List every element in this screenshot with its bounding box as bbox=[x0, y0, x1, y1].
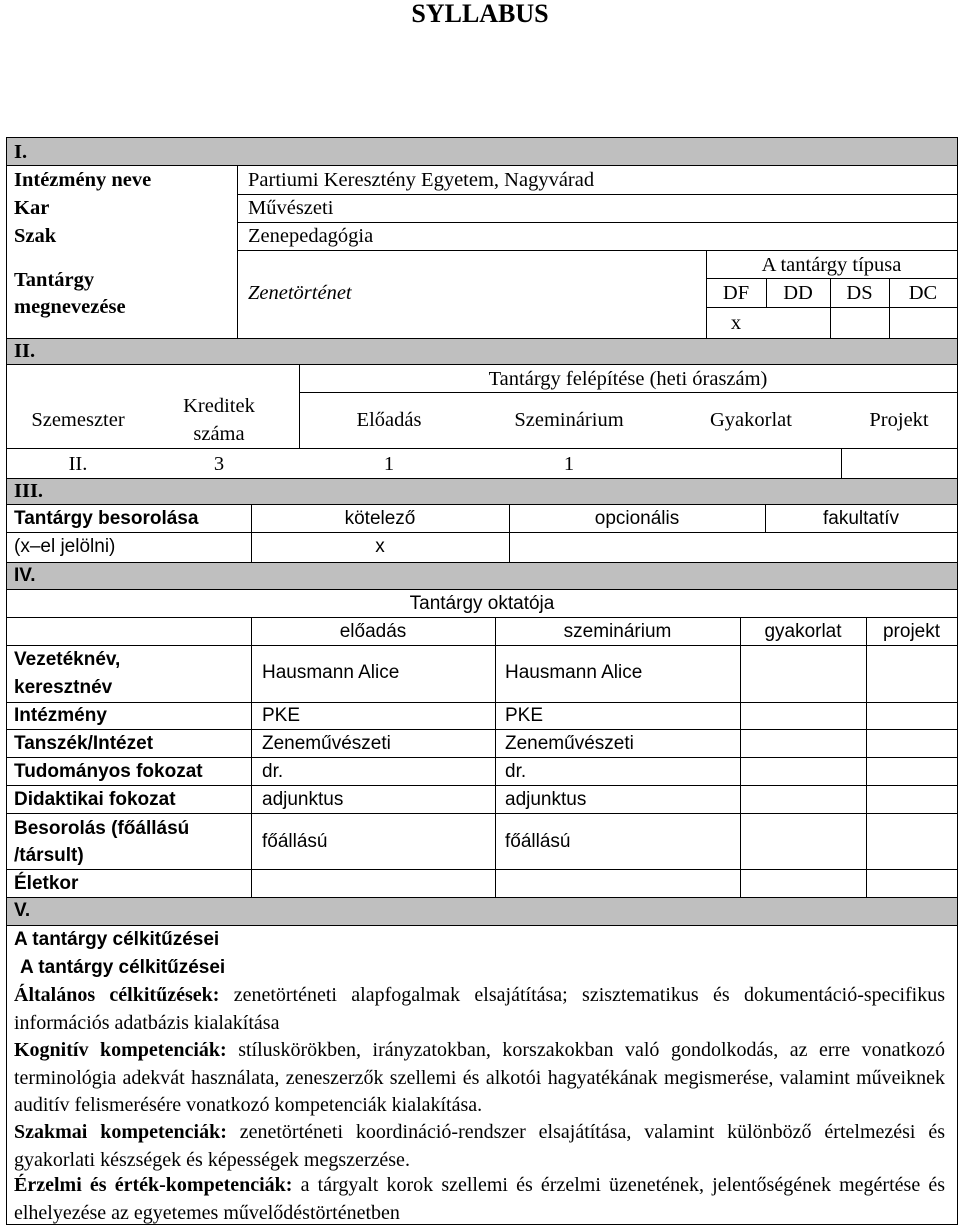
credits-label: Kreditek bbox=[183, 395, 255, 417]
name-label: Vezetéknév, bbox=[14, 649, 121, 670]
rule bbox=[7, 702, 957, 703]
type-df: DF bbox=[722, 282, 750, 304]
section-4-number: IV. bbox=[14, 565, 36, 586]
option-facultative: fakultatív bbox=[822, 508, 900, 529]
name-seminar: Hausmann Alice bbox=[505, 662, 643, 683]
rule bbox=[7, 364, 957, 365]
credits-value: 3 bbox=[213, 453, 225, 475]
rule bbox=[7, 869, 957, 870]
department-lecture: Zeneművészeti bbox=[262, 733, 391, 754]
rule bbox=[251, 617, 252, 897]
subject-label: megnevezése bbox=[14, 296, 126, 318]
major-label: Szak bbox=[14, 225, 57, 247]
department-label: Tanszék/Intézet bbox=[14, 733, 154, 754]
col-lecture: Előadás bbox=[356, 409, 422, 431]
rule bbox=[740, 617, 741, 897]
subject-label: Tantárgy bbox=[14, 269, 95, 291]
rank-lecture: adjunktus bbox=[262, 789, 344, 810]
classification-label: Tantárgy besorolása bbox=[14, 508, 199, 529]
age-label: Életkor bbox=[14, 873, 79, 894]
rule bbox=[237, 165, 238, 338]
rule bbox=[7, 165, 957, 166]
rule bbox=[7, 478, 957, 479]
rule bbox=[7, 617, 957, 618]
rule bbox=[866, 617, 867, 897]
rule bbox=[7, 925, 957, 926]
structure-header: Tantárgy felépítése (heti óraszám) bbox=[488, 368, 768, 390]
teacher-header: Tantárgy oktatója bbox=[409, 593, 555, 614]
degree-lecture: dr. bbox=[262, 761, 284, 782]
degree-label: Tudományos fokozat bbox=[14, 761, 203, 782]
semester-label: Szemeszter bbox=[31, 409, 125, 431]
faculty-label: Kar bbox=[14, 197, 50, 219]
lecture-value: 1 bbox=[383, 453, 395, 475]
paragraph-label: Érzelmi és érték-kompetenciák: bbox=[14, 1174, 293, 1196]
employment-label: Besorolás (főállású bbox=[14, 818, 190, 839]
department-seminar: Zeneművészeti bbox=[505, 733, 634, 754]
paragraph-text: stíluskörökben, irányzatokban, korszakokban való gondolkodás, az erre vonatkozó terminológia adekvát használata, zeneszerzők szellemi és alkotói hagyatékának megismerése, valamint műveiknek auditív felismerésére vonatkozó kompetenciák kialakítása. bbox=[14, 1039, 945, 1116]
rule bbox=[7, 785, 957, 786]
type-dd: DD bbox=[783, 282, 813, 304]
rule bbox=[7, 589, 957, 590]
credits-label: száma bbox=[193, 423, 245, 445]
objectives-emotional bbox=[14, 1172, 945, 1227]
paragraph-text: zenetörténeti alapfogalmak elsajátítása; szisztematikus és dokumentáció-specifikus információs adatbázis kialakítása bbox=[14, 984, 945, 1034]
option-optional: opcionális bbox=[594, 508, 680, 529]
teacher-institution-lecture: PKE bbox=[262, 705, 301, 726]
name-lecture: Hausmann Alice bbox=[262, 662, 400, 683]
section-1-band bbox=[7, 138, 957, 165]
rule bbox=[706, 307, 957, 308]
major-value: Zenepedagógia bbox=[248, 225, 374, 247]
institution-label: Intézmény neve bbox=[14, 169, 152, 191]
faculty-value: Művészeti bbox=[248, 197, 334, 219]
section-3-number: III. bbox=[14, 480, 44, 502]
paragraph-text: zenetörténeti koordináció-rendszer elsajátítása, valamint különböző értelmezési és gyakorlati készségek és képességek megszerzése. bbox=[14, 1121, 946, 1171]
type-dc: DC bbox=[908, 282, 938, 304]
rule bbox=[706, 278, 957, 279]
rule bbox=[237, 194, 957, 195]
section-5-band bbox=[7, 898, 957, 925]
teacher-col-practice: gyakorlat bbox=[764, 621, 842, 642]
rule bbox=[7, 532, 957, 533]
rule bbox=[7, 562, 957, 563]
teacher-institution-seminar: PKE bbox=[505, 705, 544, 726]
rule bbox=[7, 645, 957, 646]
rule bbox=[7, 504, 957, 505]
rule bbox=[7, 448, 957, 449]
seminar-value: 1 bbox=[563, 453, 575, 475]
rank-label: Didaktikai fokozat bbox=[14, 789, 176, 810]
paragraph-label: Szakmai kompetenciák: bbox=[14, 1121, 227, 1143]
rank-seminar: adjunktus bbox=[505, 789, 587, 810]
objectives-general bbox=[14, 982, 945, 1037]
rule bbox=[841, 448, 842, 478]
paragraph-text: a tárgyalt korok szellemi és érzelmi üzenetének, jelentőségének megértése és elhelyezése az egyetemes művelődéstörténetben bbox=[14, 1174, 946, 1224]
rule bbox=[7, 757, 957, 758]
objectives-professional bbox=[14, 1119, 945, 1174]
teacher-col-project: projekt bbox=[882, 621, 941, 642]
option-mandatory: kötelező bbox=[344, 508, 416, 529]
mark-mandatory: x bbox=[375, 536, 385, 557]
name-label: keresztnév bbox=[14, 677, 113, 698]
col-project: Projekt bbox=[869, 409, 929, 431]
col-seminar: Szeminárium bbox=[514, 409, 624, 431]
objectives-heading: A tantárgy célkitűzései bbox=[14, 929, 220, 950]
objectives-subheading: A tantárgy célkitűzései bbox=[20, 957, 226, 978]
mark-label: (x–el jelölni) bbox=[14, 536, 116, 557]
employment-lecture: főállású bbox=[262, 831, 328, 852]
section-2-band bbox=[7, 338, 957, 364]
rule bbox=[7, 729, 957, 730]
objectives-cognitive bbox=[14, 1037, 945, 1120]
semester-value: II. bbox=[68, 453, 88, 475]
document-title: SYLLABUS bbox=[411, 0, 549, 28]
institution-value: Partiumi Keresztény Egyetem, Nagyvárad bbox=[248, 169, 595, 191]
degree-seminar: dr. bbox=[505, 761, 527, 782]
paragraph-label: Kognitív kompetenciák: bbox=[14, 1039, 227, 1061]
type-header: A tantárgy típusa bbox=[761, 254, 902, 276]
section-2-number: II. bbox=[14, 340, 36, 362]
type-ds: DS bbox=[846, 282, 873, 304]
section-3-band bbox=[7, 478, 957, 504]
teacher-institution-label: Intézmény bbox=[14, 705, 107, 726]
section-1-number: I. bbox=[14, 141, 28, 163]
rule bbox=[237, 222, 957, 223]
rule bbox=[237, 250, 957, 251]
section-4-band bbox=[7, 563, 957, 589]
employment-seminar: főállású bbox=[505, 831, 571, 852]
rule bbox=[495, 617, 496, 897]
col-practice: Gyakorlat bbox=[710, 409, 792, 431]
subject-value: Zenetörténet bbox=[248, 282, 352, 304]
paragraph-label: Általános célkitűzések: bbox=[14, 984, 220, 1006]
teacher-col-seminar: szeminárium bbox=[563, 621, 672, 642]
rule bbox=[299, 392, 957, 393]
rule bbox=[7, 813, 957, 814]
type-mark-df: x bbox=[730, 312, 742, 334]
section-5-number: V. bbox=[14, 900, 31, 921]
rule bbox=[7, 897, 957, 898]
rule bbox=[7, 338, 957, 339]
employment-label: /társult) bbox=[14, 845, 84, 866]
teacher-col-lecture: előadás bbox=[339, 621, 407, 642]
